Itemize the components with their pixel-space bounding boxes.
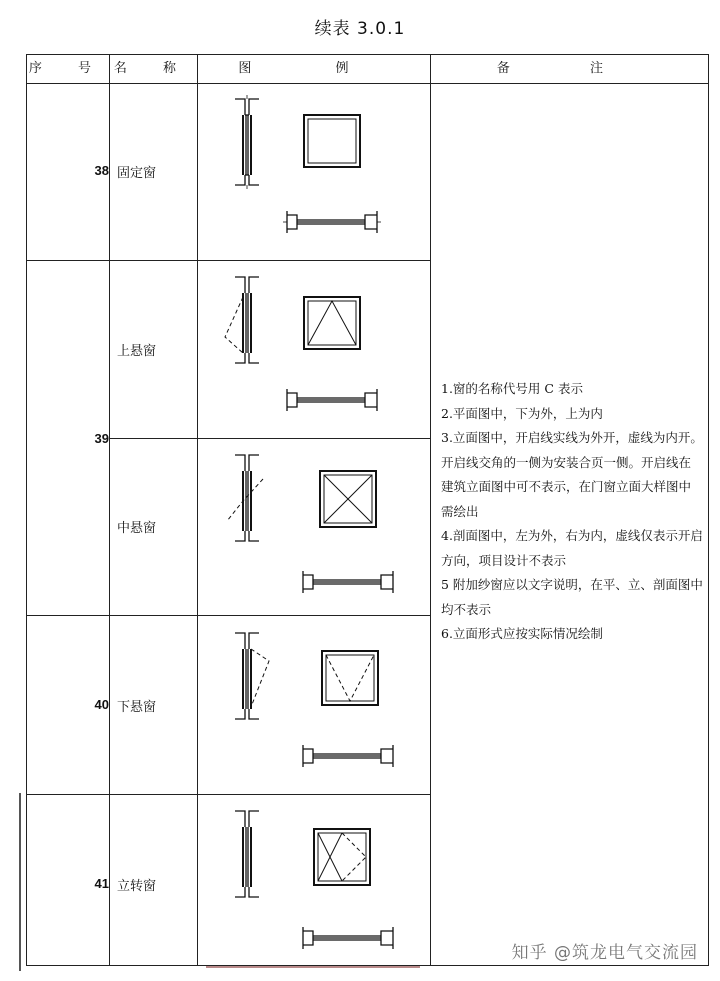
- fixed-window-symbol: [217, 93, 427, 253]
- header-seq: 序 号: [28, 61, 108, 76]
- row-divider: [27, 794, 430, 795]
- column-divider: [430, 55, 431, 965]
- header-name: 名 称: [113, 61, 193, 76]
- table-title: 续表 3.0.1: [314, 19, 406, 39]
- center-pivot-window-symbol: [217, 449, 427, 609]
- remark-item: 4.剖面图中，左为外，右为内，虚线仅表示开启方向，项目设计不表示: [441, 528, 703, 568]
- row-divider: [109, 438, 430, 439]
- window-name: 中悬窗: [117, 521, 157, 536]
- remark-item: 3.立面图中，开启线实线为外开，虚线为内开。开启线交角的一侧为安装合页一侧。开启线在建筑立面图中可不表示，在门窗立面大样图中需绘出: [441, 430, 703, 519]
- row-divider: [27, 260, 430, 261]
- window-legend-table: [26, 54, 709, 966]
- window-name: 立转窗: [117, 879, 157, 894]
- scan-edge-line: [19, 793, 21, 971]
- remark-item: 6.立面形式应按实际情况绘制: [441, 626, 603, 641]
- header-divider: [27, 83, 708, 84]
- header-remarks: 备 注: [496, 61, 642, 76]
- vertical-pivot-window-symbol: [217, 805, 427, 965]
- row-number: 39: [94, 431, 109, 446]
- window-name: 上悬窗: [117, 344, 157, 359]
- remark-item: 5 附加纱窗应以文字说明，在平、立、剖面图中均不表示: [441, 577, 703, 617]
- row-number: 41: [94, 876, 109, 891]
- bottom-hung-window-symbol: [217, 627, 427, 787]
- watermark: 知乎 @筑龙电气交流园: [511, 943, 698, 963]
- top-hung-window-symbol: [217, 271, 427, 431]
- remarks-list: [441, 377, 703, 647]
- remark-item: 2.平面图中，下为外，上为内: [441, 405, 603, 421]
- window-name: 固定窗: [117, 166, 157, 181]
- remark-item: 1.窗的名称代号用 C 表示: [441, 381, 583, 396]
- column-divider: [109, 55, 110, 965]
- header-legend: 图 例: [238, 61, 389, 76]
- window-name: 下悬窗: [117, 700, 157, 715]
- column-divider: [197, 55, 198, 965]
- row-number: 40: [94, 697, 109, 712]
- row-divider: [27, 615, 430, 616]
- row-number: 38: [94, 163, 109, 178]
- underline-mark: [206, 966, 420, 968]
